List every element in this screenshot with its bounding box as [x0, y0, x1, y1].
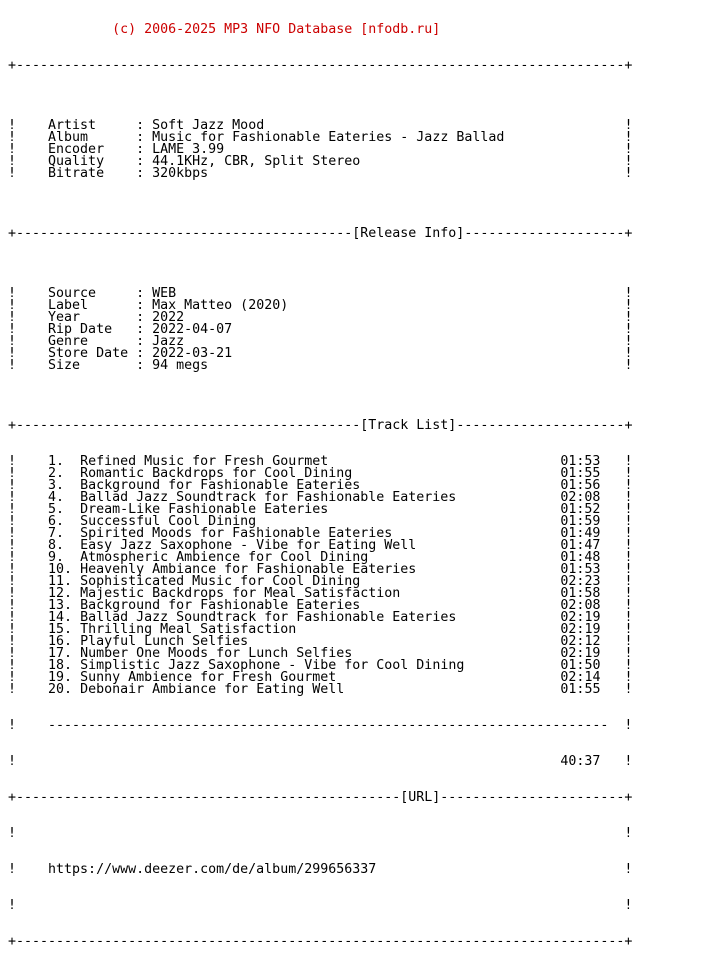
- row-left: !: [8, 514, 49, 529]
- site-header: [8, 24, 632, 36]
- row-right: !: [600, 586, 633, 601]
- track-title: Background for Fashionable Eateries: [80, 478, 361, 493]
- row-right: !: [176, 286, 633, 301]
- info-label: Rip Date: [48, 322, 113, 337]
- row-left: !: [8, 670, 49, 685]
- track-time: 01:58: [560, 586, 601, 601]
- album-url-link[interactable]: https://www.deezer.com/de/album/299656337: [48, 862, 377, 877]
- row-left: !: [8, 298, 49, 313]
- track-title: Refined Music for Fresh Gourmet: [80, 454, 329, 469]
- row-left: !: [8, 550, 49, 565]
- info-value: Max Matteo (2020): [152, 298, 289, 313]
- row-left: !: [8, 322, 49, 337]
- track-time: 02:14: [560, 670, 601, 685]
- url-right: !: [376, 862, 633, 877]
- track-time: 02:08: [560, 598, 601, 613]
- track-title: Number One Moods for Lunch Selfies: [80, 646, 353, 661]
- track-number: 15.: [48, 622, 73, 637]
- row-left: !: [8, 346, 49, 361]
- row-right: !: [232, 346, 633, 361]
- row-right: !: [600, 562, 633, 577]
- release-info-heading: [8, 228, 632, 240]
- track-time: 01:53: [560, 454, 601, 469]
- colon: :: [136, 346, 153, 361]
- info-label: Store Date: [48, 346, 129, 361]
- track-time: 02:19: [560, 622, 601, 637]
- track-number: 11.: [48, 574, 73, 589]
- rule-left: +-------------------------------------------: [8, 418, 361, 433]
- row-left: !: [8, 358, 49, 373]
- label-gap: [80, 358, 136, 373]
- info-value: 44.1KHz, CBR, Split Stereo: [152, 154, 361, 169]
- row-right: !: [184, 310, 633, 325]
- track-number: 10.: [48, 562, 73, 577]
- rule-left: +------------------------------------------: [8, 226, 353, 241]
- track-title: Background for Fashionable Eateries: [80, 598, 361, 613]
- row-right: !: [600, 622, 633, 637]
- track-number: 4.: [48, 490, 65, 505]
- row-left: !: [8, 490, 49, 505]
- track-time: 02:23: [560, 574, 601, 589]
- track-title: Playful Lunch Selfies: [80, 634, 249, 649]
- row-left: !: [8, 658, 49, 673]
- row-left: !: [8, 454, 49, 469]
- row-left: !: [8, 646, 49, 661]
- row-right: !: [600, 454, 633, 469]
- row-right: !: [600, 610, 633, 625]
- info-row: [8, 360, 632, 372]
- row-right: !: [504, 130, 633, 145]
- row-right: !: [600, 574, 633, 589]
- url-heading: [8, 792, 632, 804]
- row-left: !: [8, 502, 49, 517]
- track-time: 01:48: [560, 550, 601, 565]
- track-title: Easy Jazz Saxophone - Vibe for Eating Well: [80, 538, 417, 553]
- colon: :: [136, 154, 153, 169]
- track-title: Simplistic Jazz Saxophone - Vibe for Cool Dining: [80, 658, 465, 673]
- track-row: [8, 684, 632, 696]
- track-title: Majestic Backdrops for Meal Satisfaction: [80, 586, 401, 601]
- total-row: [8, 756, 632, 768]
- title-gap: [344, 682, 560, 697]
- row-right: !: [600, 538, 633, 553]
- release-info-title: [Release Info]: [352, 226, 465, 241]
- track-time: 01:52: [560, 502, 601, 517]
- colon: :: [136, 322, 153, 337]
- info-value: 2022-04-07: [152, 322, 233, 337]
- colon: :: [136, 358, 153, 373]
- row-right: !: [600, 502, 633, 517]
- row-right: !: [600, 658, 633, 673]
- row-right: !: [600, 670, 633, 685]
- info-label: Album: [48, 130, 89, 145]
- track-time: 02:12: [560, 634, 601, 649]
- total-time: 40:37: [560, 754, 601, 769]
- row-left: !: [8, 118, 49, 133]
- track-title: Successful Cool Dining: [80, 514, 257, 529]
- track-title: Sophisticated Music for Cool Dining: [80, 574, 361, 589]
- colon: :: [136, 118, 153, 133]
- colon: :: [136, 130, 153, 145]
- track-list: [8, 456, 632, 696]
- row-right: !: [264, 118, 633, 133]
- url-blank-2: ! !: [8, 898, 633, 913]
- track-time: 02:08: [560, 490, 601, 505]
- row-left: !: [8, 334, 49, 349]
- row-left: !: [8, 682, 49, 697]
- track-time: 01:47: [560, 538, 601, 553]
- row-left: !: [8, 586, 49, 601]
- info-label: Genre: [48, 334, 89, 349]
- track-time: 01:50: [560, 658, 601, 673]
- track-number: 1.: [48, 454, 65, 469]
- track-time: 02:19: [560, 646, 601, 661]
- row-right: !: [600, 682, 633, 697]
- colon: :: [136, 166, 153, 181]
- row-left: !: [8, 538, 49, 553]
- row-right: !: [600, 478, 633, 493]
- url-blank-1: ! !: [8, 826, 633, 841]
- track-time: 01:49: [560, 526, 601, 541]
- info-label: Year: [48, 310, 81, 325]
- row-left: !: [8, 310, 49, 325]
- track-number: 18.: [48, 658, 73, 673]
- row-left: !: [8, 622, 49, 637]
- rule-right: ---------------------+: [456, 418, 633, 433]
- colon: :: [136, 286, 153, 301]
- info-label: Artist: [48, 118, 97, 133]
- track-number: 8.: [48, 538, 65, 553]
- row-right: !: [360, 154, 633, 169]
- row-left: !: [8, 574, 49, 589]
- track-list-title: [Track List]: [360, 418, 457, 433]
- info-value: WEB: [152, 286, 177, 301]
- track-list-heading: [8, 420, 632, 432]
- track-time: 01:53: [560, 562, 601, 577]
- row-left: !: [8, 166, 49, 181]
- track-number: 16.: [48, 634, 73, 649]
- track-title: Ballad Jazz Soundtrack for Fashionable Eateries: [80, 610, 457, 625]
- track-title: Heavenly Ambiance for Fashionable Eateries: [80, 562, 417, 577]
- colon: :: [136, 310, 153, 325]
- row-right: !: [232, 322, 633, 337]
- total-divider: ! ---------------------------------------------------------------------- !: [8, 718, 633, 733]
- track-time: 01:56: [560, 478, 601, 493]
- total-left: !: [8, 754, 561, 769]
- info-value: LAME 3.99: [152, 142, 225, 157]
- info-value: 2022: [152, 310, 185, 325]
- info-label: Source: [48, 286, 97, 301]
- track-title: Romantic Backdrops for Cool Dining: [80, 466, 353, 481]
- info-label: Size: [48, 358, 81, 373]
- release-section: [8, 264, 632, 396]
- row-right: !: [184, 334, 633, 349]
- info-value: 2022-03-21: [152, 346, 233, 361]
- row-left: !: [8, 142, 49, 157]
- row-right: !: [600, 634, 633, 649]
- info-row: [8, 168, 632, 180]
- copyright-header: (c) 2006-2025 MP3 NFO Database [nfodb.ru]: [112, 22, 441, 37]
- track-title: Ballad Jazz Soundtrack for Fashionable Eateries: [80, 490, 457, 505]
- info-value: 320kbps: [152, 166, 209, 181]
- url-row: [8, 864, 632, 876]
- row-left: !: [8, 598, 49, 613]
- track-number: 13.: [48, 598, 73, 613]
- colon: :: [136, 334, 153, 349]
- row-right: !: [208, 166, 633, 181]
- track-title: Thrilling Meal Satisfaction: [80, 622, 297, 637]
- row-left: !: [8, 130, 49, 145]
- rule-right: -----------------------+: [440, 790, 633, 805]
- info-value: Jazz: [152, 334, 185, 349]
- track-number: 3.: [48, 478, 65, 493]
- row-left: !: [8, 466, 49, 481]
- total-right: !: [600, 754, 633, 769]
- row-left: !: [8, 478, 49, 493]
- track-number: 7.: [48, 526, 65, 541]
- rule-left: +------------------------------------------------: [8, 790, 401, 805]
- track-number: 2.: [48, 466, 65, 481]
- track-title: Sunny Ambience for Fresh Gourmet: [80, 670, 337, 685]
- row-right: !: [600, 466, 633, 481]
- row-left: !: [8, 154, 49, 169]
- track-title: Spirited Moods for Fashionable Eateries: [80, 526, 393, 541]
- colon: :: [136, 142, 153, 157]
- top-border: +----------------------------------------------------------------------------+: [8, 58, 633, 73]
- info-value: 94 megs: [152, 358, 209, 373]
- header-left-pad: [8, 22, 112, 37]
- row-left: !: [8, 562, 49, 577]
- info-label: Encoder: [48, 142, 105, 157]
- row-right: !: [208, 358, 633, 373]
- track-time: 01:55: [560, 466, 601, 481]
- row-left: !: [8, 286, 49, 301]
- nfo-document: [8, 0, 632, 960]
- info-value: Music for Fashionable Eateries - Jazz Ballad: [152, 130, 505, 145]
- row-right: !: [600, 514, 633, 529]
- row-right: !: [600, 526, 633, 541]
- bottom-border: +----------------------------------------------------------------------------+: [8, 934, 633, 949]
- track-number: 6.: [48, 514, 65, 529]
- row-right: !: [600, 598, 633, 613]
- track-title: Dream-Like Fashionable Eateries: [80, 502, 329, 517]
- url-left: !: [8, 862, 49, 877]
- row-right: !: [600, 550, 633, 565]
- track-number: 14.: [48, 610, 73, 625]
- row-left: !: [8, 526, 49, 541]
- track-time: 01:55: [560, 682, 601, 697]
- track-number: 17.: [48, 646, 73, 661]
- row-left: !: [8, 634, 49, 649]
- row-right: !: [600, 646, 633, 661]
- info-value: Soft Jazz Mood: [152, 118, 265, 133]
- info-section: [8, 96, 632, 204]
- track-number: 9.: [48, 550, 65, 565]
- track-title: Atmospheric Ambience for Cool Dining: [80, 550, 369, 565]
- info-label: Quality: [48, 154, 105, 169]
- colon: :: [136, 298, 153, 313]
- track-number: 19.: [48, 670, 73, 685]
- row-right: !: [224, 142, 633, 157]
- track-number: 5.: [48, 502, 65, 517]
- row-left: !: [8, 610, 49, 625]
- info-label: Bitrate: [48, 166, 105, 181]
- num-gap: [72, 682, 80, 697]
- rule-right: --------------------+: [464, 226, 633, 241]
- track-time: 01:59: [560, 514, 601, 529]
- row-right: !: [288, 298, 633, 313]
- row-right: !: [600, 490, 633, 505]
- track-number: 20.: [48, 682, 73, 697]
- url-title: [URL]: [400, 790, 441, 805]
- track-title: Debonair Ambiance for Eating Well: [80, 682, 345, 697]
- track-time: 02:19: [560, 610, 601, 625]
- track-number: 12.: [48, 586, 73, 601]
- info-label: Label: [48, 298, 89, 313]
- label-gap: [104, 166, 136, 181]
